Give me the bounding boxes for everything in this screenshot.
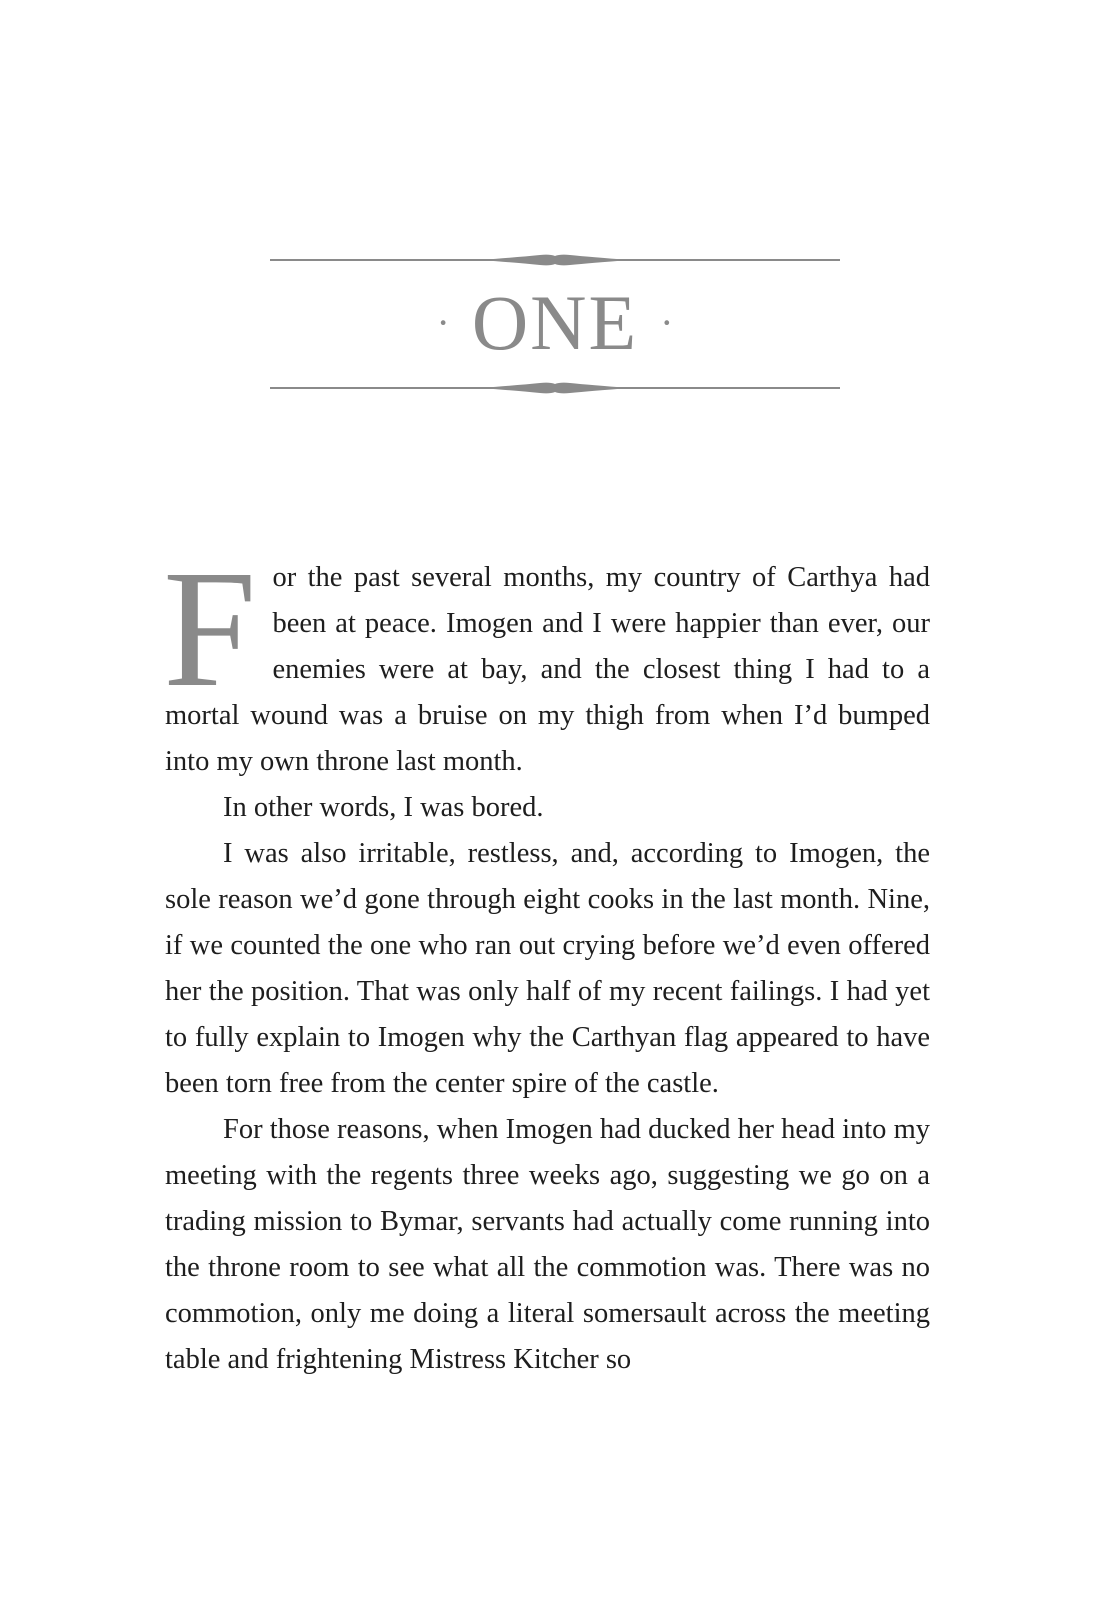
chapter-title: ONE [471, 279, 639, 366]
paragraph-1 [163, 536, 930, 785]
chapter-body [163, 536, 930, 1383]
paragraph-4: For those reasons, when Imogen had ducked her head into my meeting with the regents three weeks ago, suggesting we go on a trading mission to Bymar, servants had actually come running into the throne room to see what all the commotion was. There was no commotion, only me doing a literal somersault across the meeting table and frightening Mistress Kitcher so [165, 1114, 930, 1375]
drop-cap: F [163, 536, 257, 722]
paragraph-1-text: or the past several months, my country of Carthya had been at peace. Imogen and I were happier than ever, our enemies were at bay, and the closest thing I had to a mortal wound was a bruise on my thigh from when I’d bumped into my own throne last month. [165, 562, 930, 777]
title-dot-left: · [436, 300, 450, 345]
paragraph-3: I was also irritable, restless, and, according to Imogen, the sole reason we’d gone through eight cooks in the last month. Nine, if we counted the one who ran out crying before we’d even offered her the position. That was only half of my recent failings. I had yet to fully explain to Imogen why the Carthyan flag appeared to have been torn free from the center spire of the castle. [165, 838, 930, 1099]
title-dot-right: · [660, 300, 674, 345]
top-ornament-rule [270, 245, 840, 275]
chapter-header [270, 245, 840, 405]
bottom-ornament-rule [270, 373, 840, 403]
chapter-title-row [270, 279, 840, 366]
paragraph-2: In other words, I was bored. [223, 792, 544, 823]
